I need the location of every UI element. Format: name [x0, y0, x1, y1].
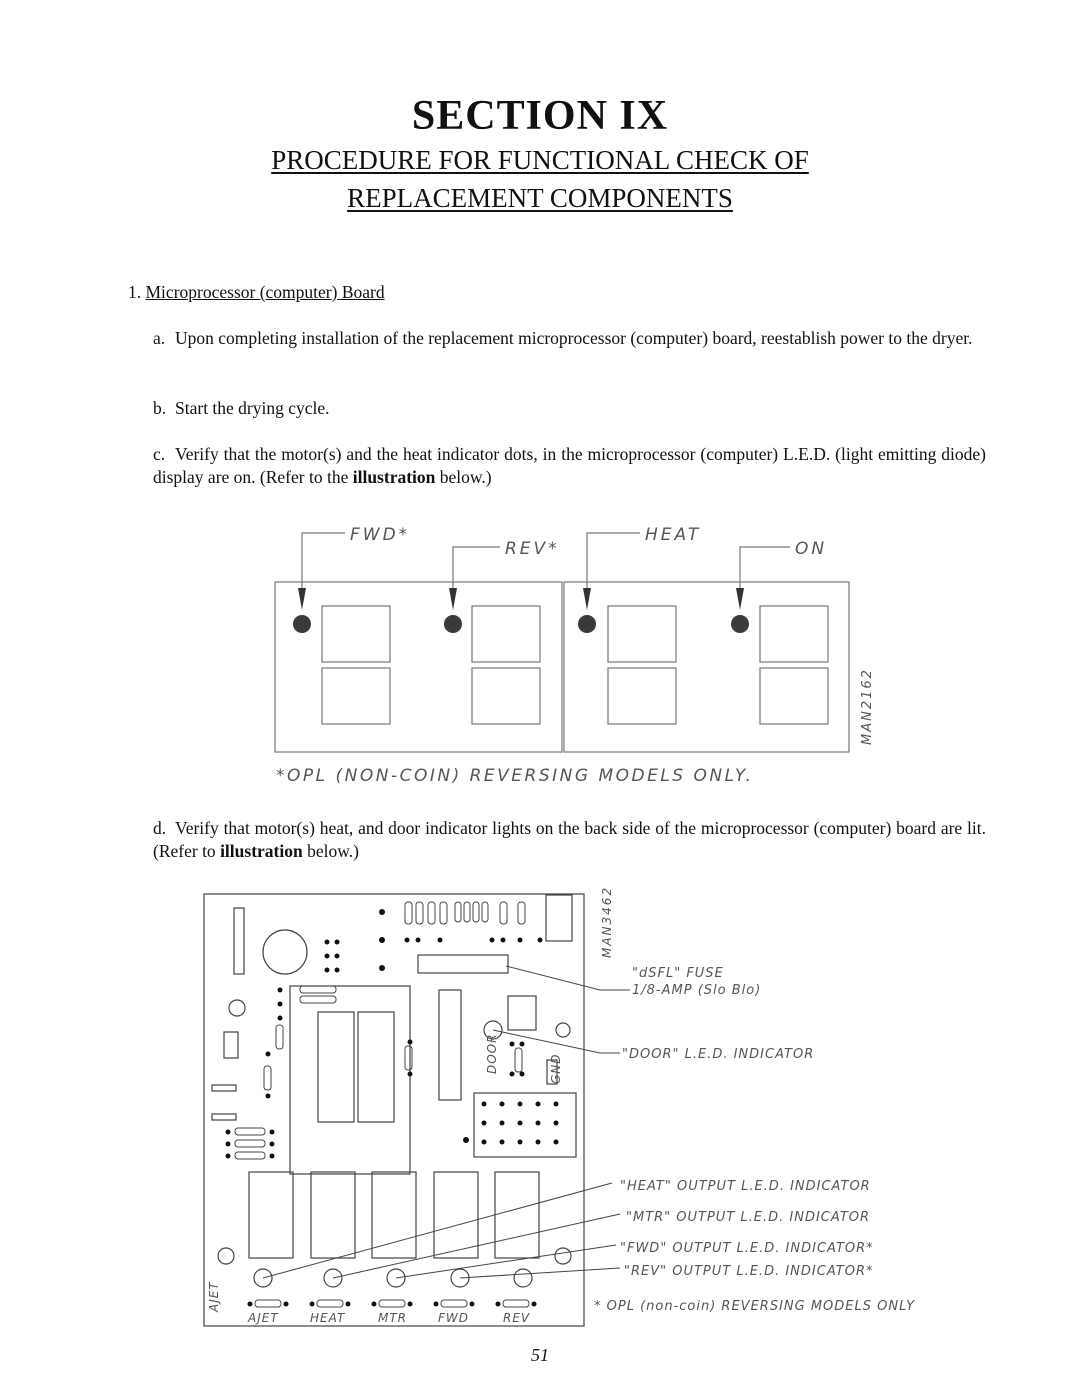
instruction-d: [153, 817, 986, 863]
arrow-fwd: [298, 588, 306, 610]
section-subtitle-line-1: PROCEDURE FOR FUNCTIONAL CHECK OF: [271, 145, 809, 175]
digit-2: [472, 606, 540, 724]
bottom-label-mtr: MTR: [378, 1311, 408, 1325]
relay: [249, 1172, 293, 1258]
instruction-c: [153, 443, 986, 489]
instruction-text: Verify that the motor(s) and the heat indicator dots, in the microprocessor (computer) L.E.D. (light emitting diode) display are on. (Refer to the: [153, 444, 986, 487]
instruction-a: [153, 327, 986, 350]
step-title: Microprocessor (computer) Board: [145, 282, 385, 302]
bottom-label-rev: REV: [503, 1311, 531, 1325]
mtr-led-callout: "MTR" OUTPUT L.E.D. INDICATOR: [626, 1210, 871, 1225]
instruction-bold: illustration: [352, 467, 436, 487]
on-indicator-dot: [731, 615, 749, 633]
bottom-label-ajet: AJET: [248, 1311, 279, 1325]
relay: [434, 1172, 478, 1258]
board-footnote: * OPL (non-coin) REVERSING MODELS ONLY: [594, 1299, 915, 1314]
instruction-label: c.: [153, 444, 166, 464]
figure-footnote: *OPL (NON-COIN) REVERSING MODELS ONLY.: [276, 766, 754, 786]
instruction-text: Upon completing installation of the replacement microprocessor (computer) board, reestablish power to the dryer.: [175, 328, 973, 348]
page-number: 51: [531, 1345, 549, 1365]
rev-led-callout: "REV" OUTPUT L.E.D. INDICATOR*: [624, 1264, 874, 1279]
bottom-label-heat: HEAT: [310, 1311, 346, 1325]
door-led-callout: "DOOR" L.E.D. INDICATOR: [622, 1047, 815, 1062]
label-fwd: FWD*: [350, 525, 411, 545]
instruction-label: b.: [153, 398, 167, 418]
board-code: MAN3462: [600, 885, 614, 958]
door-silkscreen: DOOR: [485, 1033, 499, 1074]
section-subtitle-line-2: REPLACEMENT COMPONENTS: [347, 183, 733, 213]
led-display-figure: [260, 520, 880, 795]
relay: [495, 1172, 539, 1258]
fwd-led-callout: "FWD" OUTPUT L.E.D. INDICATOR*: [620, 1241, 874, 1256]
relay: [311, 1172, 355, 1258]
arrow-heat: [583, 588, 591, 610]
step-number: 1.: [128, 282, 142, 302]
instruction-bold: illustration: [220, 841, 303, 861]
fuse-label: "dSFL" FUSE: [632, 966, 724, 981]
circuit-board-figure: [195, 885, 915, 1335]
section-heading: SECTION IX: [411, 93, 669, 139]
rev-indicator-dot: [444, 615, 462, 633]
display-panel-right: [564, 582, 849, 752]
digit-1: [322, 606, 390, 724]
buzzer: [263, 930, 307, 974]
heat-indicator-dot: [578, 615, 596, 633]
heat-led-callout: "HEAT" OUTPUT L.E.D. INDICATOR: [620, 1179, 871, 1194]
arrow-on: [736, 588, 744, 610]
fwd-indicator-dot: [293, 615, 311, 633]
instruction-text-end: below.): [302, 841, 359, 861]
display-panel-left: [275, 582, 562, 752]
ajet-silkscreen-vertical: AJET: [207, 1281, 221, 1312]
gnd-silkscreen: GND: [549, 1053, 563, 1084]
instruction-text-end: below.): [435, 467, 492, 487]
instruction-text: Start the drying cycle.: [175, 398, 330, 418]
instruction-label: a.: [153, 328, 166, 348]
label-rev: REV*: [505, 539, 560, 559]
label-on: ON: [795, 539, 828, 559]
digit-4: [760, 606, 828, 724]
instruction-label: d.: [153, 818, 167, 838]
instruction-text: Verify that motor(s) heat, and door indicator lights on the back side of the microprocessor (computer) board are lit. (Refer to: [153, 818, 986, 861]
label-heat: HEAT: [645, 525, 702, 545]
relay: [372, 1172, 416, 1258]
bottom-label-fwd: FWD: [438, 1311, 470, 1325]
arrow-rev: [449, 588, 457, 610]
transformer: [290, 986, 410, 1174]
figure-code: MAN2162: [860, 668, 875, 745]
fuse-rating: 1/8-AMP (Slo Blo): [632, 983, 762, 998]
step-heading: [128, 281, 385, 304]
digit-3: [608, 606, 676, 724]
instruction-b: [153, 397, 986, 420]
